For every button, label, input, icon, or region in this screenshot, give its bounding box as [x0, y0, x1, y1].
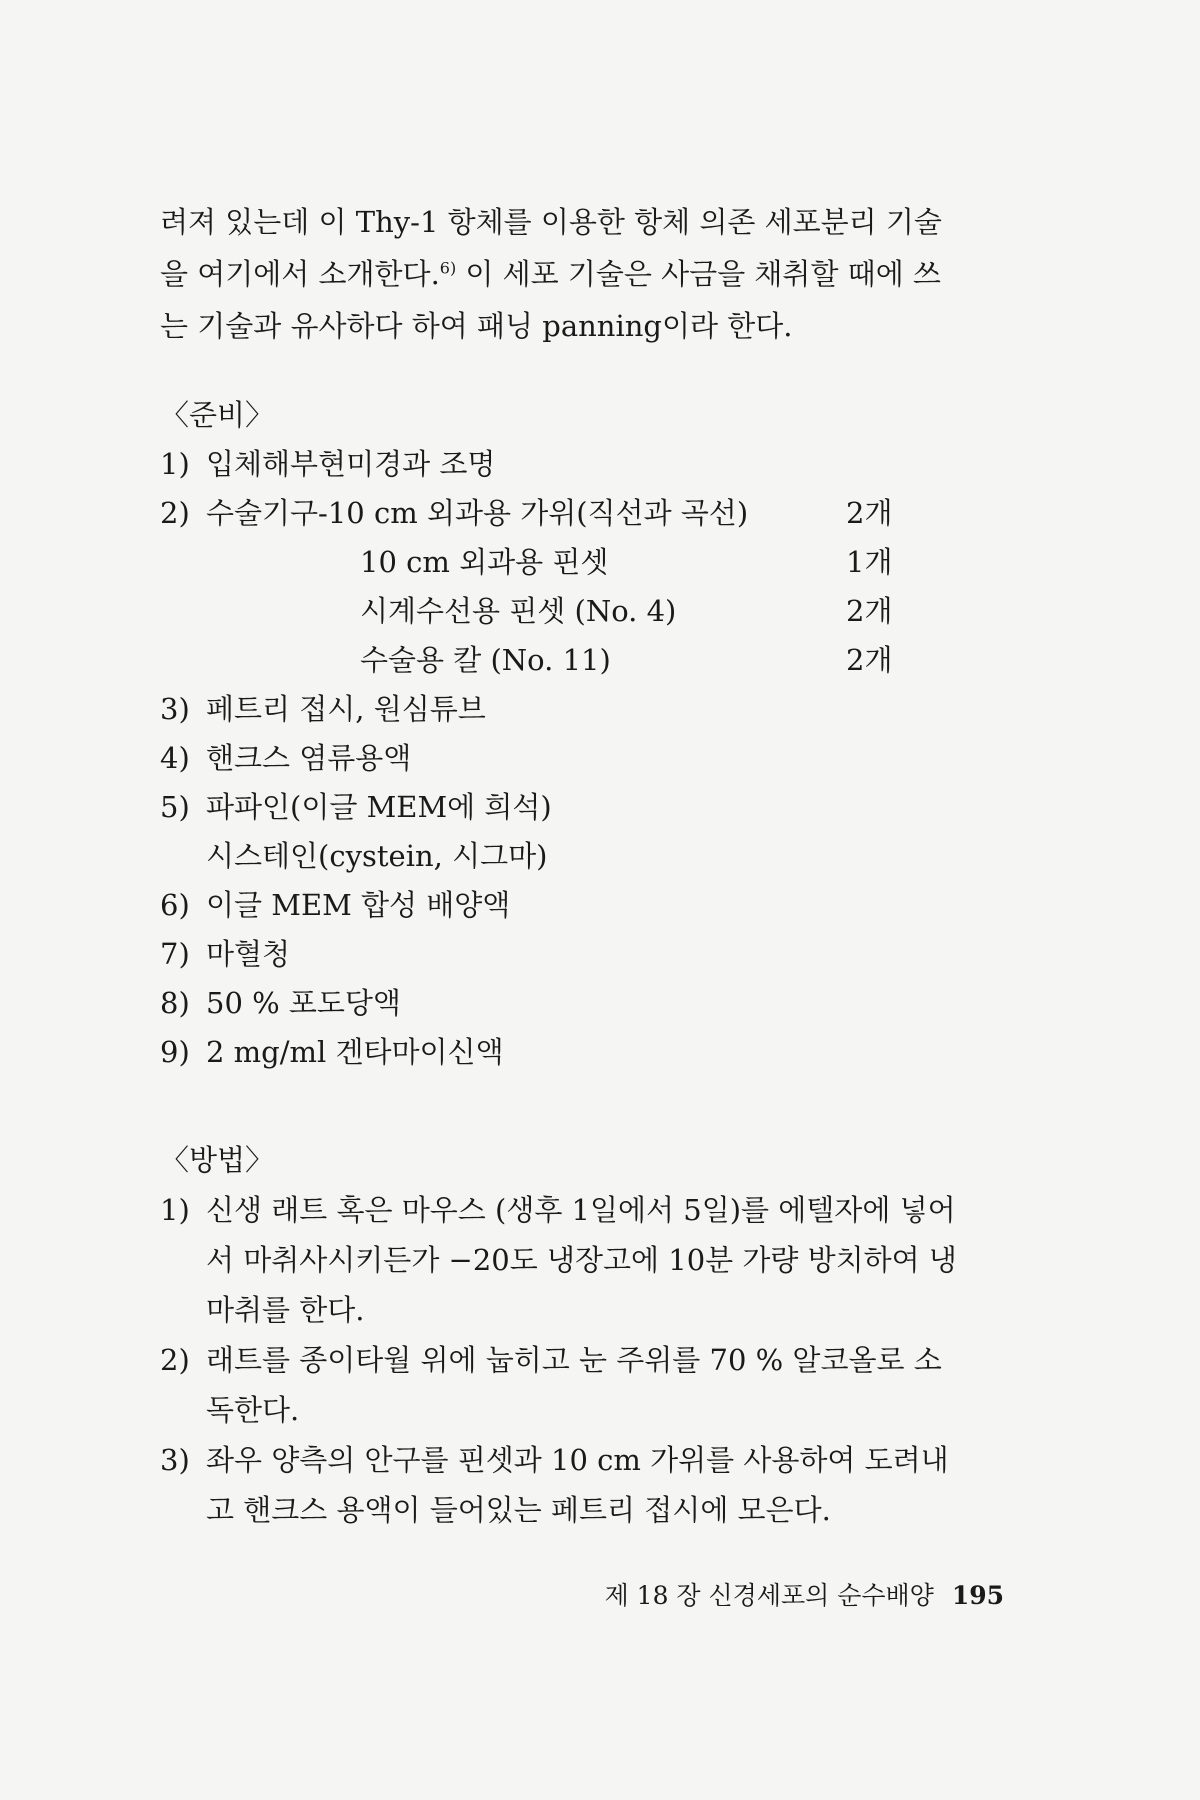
prep-item-1 [160, 440, 1030, 489]
method-step-2 [160, 1335, 1030, 1435]
prep-item-qty: 1개 [846, 545, 893, 579]
method-step-line: 좌우 양측의 안구를 핀셋과 10 cm 가위를 사용하여 도려내 [206, 1443, 949, 1477]
prep-item-text: 마혈청 [206, 937, 291, 971]
prep-item-text: 파파인(이글 MEM에 희석) [206, 790, 552, 824]
page-footer [605, 1578, 1004, 1614]
prep-item-6 [160, 881, 1030, 930]
prep-item-text: 시스테인(cystein, 시그마) [206, 839, 548, 873]
preparation-heading: 〈준비〉 [160, 398, 275, 432]
prep-item-2-scalpel [160, 636, 1030, 685]
footnote-ref: 6) [439, 258, 457, 278]
prep-item-9 [160, 1028, 1030, 1077]
prep-item-num: 8) [160, 986, 190, 1020]
prep-item-text: 시계수선용 핀셋 (No. 4) [360, 594, 677, 628]
prep-item-2 [160, 489, 1030, 538]
prep-item-num: 9) [160, 1035, 190, 1069]
prep-item-text: 페트리 접시, 원심튜브 [206, 692, 486, 726]
prep-item-qty: 2개 [846, 643, 893, 677]
prep-item-num: 1) [160, 447, 190, 481]
intro-line-2 [160, 248, 1030, 300]
method-step-num: 3) [160, 1443, 190, 1477]
prep-item-5 [160, 783, 1030, 832]
method-heading: 〈방법〉 [160, 1143, 275, 1177]
method-step-line: 고 핸크스 용액이 들어있는 페트리 접시에 모은다. [206, 1493, 831, 1527]
method-section [160, 1135, 1030, 1535]
method-step-3 [160, 1435, 1030, 1535]
prep-item-qty: 2개 [846, 496, 893, 530]
preparation-section [160, 390, 1030, 1077]
method-step-line: 래트를 종이타월 위에 눕히고 눈 주위를 70 % 알코올로 소 [206, 1343, 942, 1377]
method-step-1 [160, 1185, 1030, 1335]
page-number: 195 [951, 1581, 1004, 1610]
prep-item-text: 핸크스 염류용액 [206, 741, 412, 775]
running-chapter-title: 제 18 장 신경세포의 순수배양 [604, 1581, 934, 1610]
prep-item-num: 7) [160, 937, 190, 971]
prep-item-text: 50 % 포도당액 [206, 986, 401, 1020]
prep-item-2-forceps [160, 538, 1030, 587]
prep-item-2-watch-forceps [160, 587, 1030, 636]
prep-item-text: 2 mg/ml 겐타마이신액 [206, 1035, 504, 1069]
prep-item-qty: 2개 [846, 594, 893, 628]
method-step-line: 마취를 한다. [206, 1293, 365, 1327]
intro-line-2a: 을 여기에서 소개한다. [160, 257, 440, 291]
prep-item-4 [160, 734, 1030, 783]
intro-line-2b: 이 세포 기술은 사금을 채취할 때에 쓰 [456, 257, 941, 291]
method-step-line: 신생 래트 혹은 마우스 (생후 1일에서 5일)를 에텔자에 넣어 [206, 1193, 956, 1227]
prep-item-8 [160, 979, 1030, 1028]
prep-item-text: 이글 MEM 합성 배양액 [206, 888, 511, 922]
prep-item-num: 2) [160, 496, 190, 530]
method-step-num: 2) [160, 1343, 190, 1377]
prep-item-text: 10 cm 외과용 핀셋 [360, 545, 609, 579]
prep-item-text: 수술용 칼 (No. 11) [360, 643, 611, 677]
method-step-line: 서 마취사시키든가 −20도 냉장고에 10분 가량 방치하여 냉 [206, 1243, 957, 1277]
intro-line-3: 는 기술과 유사하다 하여 패닝 panning이라 한다. [160, 309, 793, 343]
prep-item-3 [160, 685, 1030, 734]
prep-item-num: 4) [160, 741, 190, 775]
method-step-line: 독한다. [206, 1393, 300, 1427]
prep-item-num: 6) [160, 888, 190, 922]
prep-item-num: 3) [160, 692, 190, 726]
prep-item-text: 입체해부현미경과 조명 [206, 447, 496, 481]
prep-item-7 [160, 930, 1030, 979]
method-step-num: 1) [160, 1193, 190, 1227]
intro-line-1: 려져 있는데 이 Thy-1 항체를 이용한 항체 의존 세포분리 기술 [160, 205, 942, 239]
prep-item-5-cysteine [160, 832, 1030, 881]
intro-paragraph [160, 196, 1030, 352]
prep-item-num: 5) [160, 790, 190, 824]
prep-item-text: 수술기구-10 cm 외과용 가위(직선과 곡선) [206, 496, 749, 530]
